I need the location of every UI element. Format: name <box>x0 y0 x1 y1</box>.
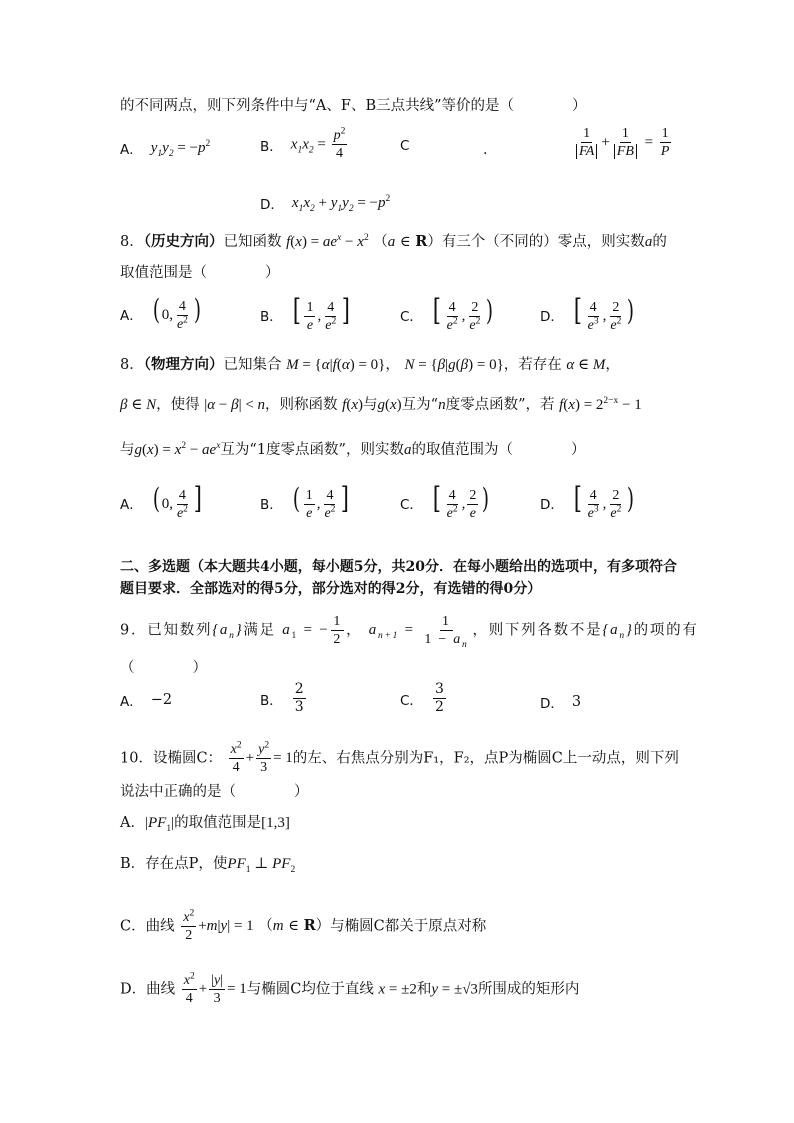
q8-history-option-a[interactable] <box>120 293 203 333</box>
q8-physics-option-a[interactable] <box>120 481 204 522</box>
q8-physics-option-b[interactable] <box>260 481 351 522</box>
option-expr: ( $\frac{1}{e}$ , $\frac{4}{e^2}$ ] <box>292 481 350 522</box>
option-expr: [ $\frac{4}{e^3}$ , $\frac{2}{e^2}$ ) <box>573 481 635 522</box>
q10-option-a[interactable]: A．$|PF_1|$的取值范围是[1,3] <box>120 815 290 834</box>
q7-option-b[interactable] <box>260 128 349 162</box>
q9-stem: 9．已知数列$\{a_n\}$满足 $a_1$ = − $\frac{1}{2}$ ， $a_{n+1}$ = $\frac{1}{1 - a_n}$ ，则下列各数不是$\{a_n\}$的项的有 <box>120 614 699 651</box>
option-expr: [ $\frac{1}{e}$ , $\frac{4}{e^2}$ ] <box>292 293 351 334</box>
q9-option-b[interactable] <box>260 682 308 716</box>
q8-history-option-b[interactable] <box>260 293 352 334</box>
option-label: B． <box>260 692 283 709</box>
option-expr: ( 0, $\frac{4}{e^2}$ ] <box>152 481 202 522</box>
q10-option-d[interactable]: D．曲线 $\frac{x^2}{4}$ + $\frac{|y|}{3}$ = 1与椭圆C均位于直线 x = ±2和y = ±√3所围成的矩形内 <box>120 971 580 1007</box>
option-label: A． <box>120 308 143 325</box>
q7-option-a[interactable] <box>120 138 210 158</box>
option-expr: $\frac{3}{2}$ <box>434 681 444 716</box>
option-label: A． <box>120 142 143 158</box>
option-label: D． <box>540 696 564 712</box>
option-label: B． <box>260 308 283 325</box>
q7-option-d[interactable] <box>260 193 390 213</box>
option-label: D． <box>540 496 564 513</box>
q10-option-c[interactable]: C．曲线 $\frac{x^2}{2}$ +m|y| = 1 （m ∈ R）与椭圆C都关于原点对称 <box>120 908 487 944</box>
q10-option-b[interactable]: B．存在点P，使$PF_1$ ⊥ $PF_2$ <box>120 856 296 875</box>
q7-option-c[interactable] <box>400 138 417 154</box>
q8-history-option-d[interactable] <box>540 293 636 334</box>
option-expr: [ $\frac{4}{e^2}$ , $\frac{2}{e^2}$ ) <box>432 293 494 334</box>
option-label: A． <box>120 496 143 513</box>
q7-option-b-expr: $x_1x_2$ = $\frac{p^2}{4}$ <box>290 126 346 162</box>
option-label: B． <box>260 138 283 155</box>
q7-option-c-expr: $\frac{1}{FA}$ + $\frac{1}{FB}$ = $\frac{1}{P}$ <box>572 126 673 160</box>
option-expr: [ $\frac{4}{e^3}$ , $\frac{2}{e^2}$ ) <box>573 293 635 334</box>
q8-physics-option-c[interactable] <box>400 481 491 522</box>
option-label: D． <box>120 981 147 998</box>
q8-physics-stem: 8．（物理方向）已知集合 M = {α|f(α) = 0}， N = {β|g(β) = 0}，若存在 α ∈ M， <box>120 356 620 373</box>
option-label: C． <box>400 308 423 325</box>
option-label: C． <box>120 918 146 935</box>
q9-option-a[interactable] <box>120 690 172 710</box>
section-heading-multiple-choice: 二、多选题（本大题共4小题，每小题5分，共20分．在每小题给出的选项中，有多项符合题目要求．全部选对的得5分，部分选对的得2分，有选错的得0分） <box>120 559 677 597</box>
option-expr: $\frac{2}{3}$ <box>294 681 304 716</box>
option-label: B． <box>120 856 146 872</box>
q8-physics-stem-line3: 与$g(x) = x^2 - ae^x$互为“1度零点函数”，则实数a的取值范围为（ ） <box>120 441 586 458</box>
q7-option-d-expr: $x_1x_2 + y_1y_2 = -p^2$ <box>291 193 391 214</box>
option-expr: −2 <box>150 692 173 708</box>
option-label: C． <box>400 496 423 513</box>
option-label: A． <box>120 694 143 710</box>
q8-history-stem-line2: 取值范围是（ ） <box>120 265 280 281</box>
q8-physics-stem-line2: β ∈ N，使得 |α − β| < n，则称函数 f(x)与g(x)互为“n度零点函数”，若 $f(x) = 2^{2-x} - 1$ <box>120 396 642 413</box>
option-label: C． <box>400 692 423 709</box>
option-label: A． <box>120 815 145 831</box>
option-expr: [ $\frac{4}{e^2}$ , $\frac{2}{e}$ ) <box>432 481 490 522</box>
q8-history-tag: （历史方向） <box>143 233 224 250</box>
q9-option-c[interactable] <box>400 682 448 716</box>
q8-physics-option-d[interactable] <box>540 481 636 522</box>
q7-stem-tail: 的不同两点，则下列条件中与“A、F、B三点共线”等价的是（ ） <box>120 98 587 114</box>
option-label: D． <box>260 197 284 213</box>
option-label: C <box>400 138 410 154</box>
q10-stem: 10．设椭圆C： $\frac{x^2}{4}$ + $\frac{y^2}{3}$ = 1的左、右焦点分别为F₁，F₂，点P为椭圆C上一动点，则下列 <box>120 740 679 776</box>
q9-answer-paren: （ ） <box>120 660 207 676</box>
option-label: D． <box>540 308 564 325</box>
q8-physics-tag: （物理方向） <box>143 356 224 373</box>
option-expr: 3 <box>571 694 582 710</box>
q10-stem-line2: 说法中正确的是（ ） <box>120 784 309 800</box>
q9-option-d[interactable] <box>540 692 581 712</box>
q7-option-c-dot: ． <box>483 142 498 158</box>
q8-history-stem: 8．（历史方向）已知函数 $f(x) = ae^x - x^2$ （a ∈ R）有三个（不同的）零点，则实数a的 <box>120 233 667 250</box>
option-label: B． <box>260 496 283 513</box>
q8-history-option-c[interactable] <box>400 293 495 334</box>
option-expr: ( 0, $\frac{4}{e^2}$ ) <box>152 293 201 333</box>
q7-option-a-expr: $y_1y_2 = -p^2$ <box>150 138 211 159</box>
